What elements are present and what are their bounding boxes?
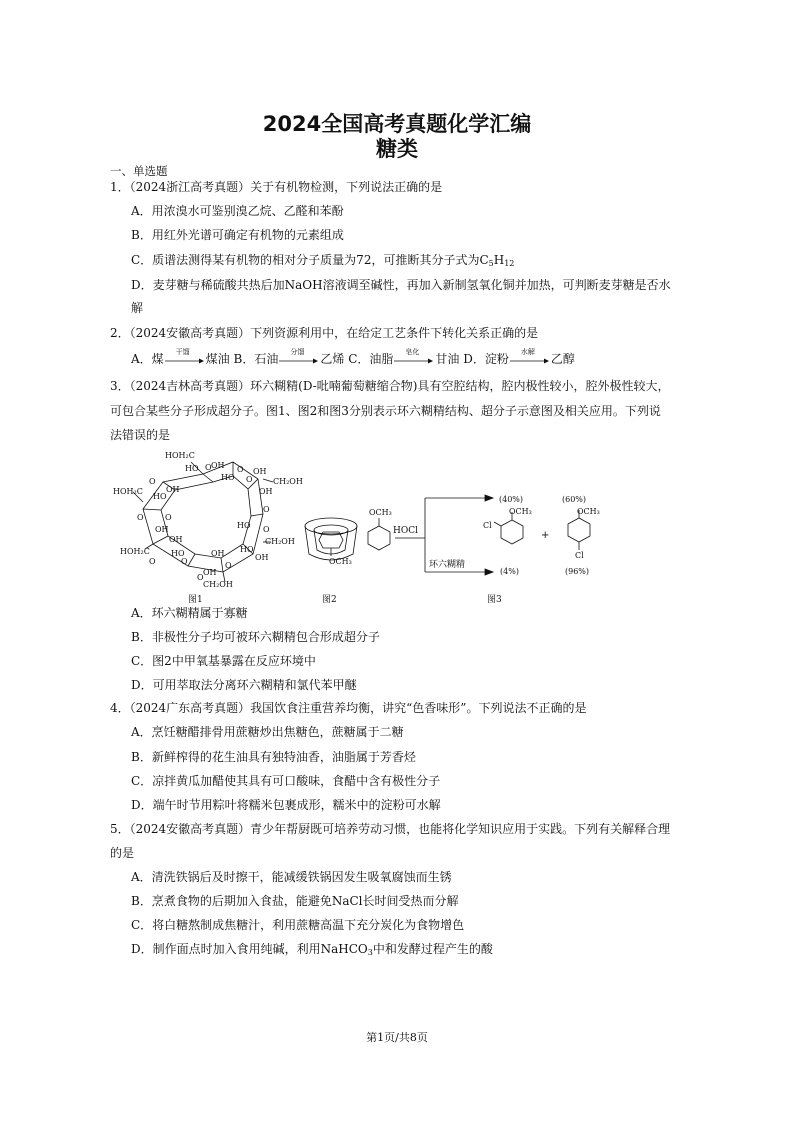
svg-text:HOH₂C: HOH₂C (120, 547, 150, 556)
figure-3-caption: 图3 (487, 595, 502, 604)
question-1-option-c (131, 252, 514, 272)
question-5-option-d (131, 941, 493, 961)
question-1-stem: 1．（2024浙江高考真题）关于有机物检测，下列说法正确的是 (110, 180, 443, 194)
formula-c5h12: $C_5H_{12}$ (479, 253, 515, 268)
svg-text:HOCl: HOCl (393, 526, 418, 536)
svg-text:环六糊精: 环六糊精 (429, 560, 466, 570)
q2-option-b-label: B．石油 (233, 352, 279, 366)
svg-text:OCH₃: OCH₃ (509, 507, 532, 516)
svg-text:HO: HO (185, 464, 199, 473)
question-3-stem-cont: 可包合某些分子形成超分子。图1、图2和图3分别表示环六糊精结构、超分子示意图及相关应用。下列说 (110, 404, 661, 418)
svg-text:O: O (237, 465, 244, 474)
svg-text:O: O (137, 513, 144, 522)
svg-text:OCH₃: OCH₃ (577, 507, 600, 516)
svg-text:O: O (149, 477, 156, 486)
svg-text:(4%): (4%) (500, 567, 519, 576)
question-5-stem-cont: 的是 (110, 846, 135, 860)
svg-text:HO: HO (240, 545, 254, 554)
svg-text:O: O (205, 463, 212, 472)
question-1-option-b: B．用红外光谱可确定有机物的元素组成 (131, 228, 344, 242)
question-2-options-line (131, 347, 575, 367)
question-4-option-d: D．端午时节用粽叶将糯米包裹成形，糯米中的淀粉可水解 (131, 798, 441, 812)
svg-text:OH: OH (211, 549, 225, 558)
svg-text:(96%): (96%) (565, 567, 590, 576)
svg-text:(40%): (40%) (499, 495, 524, 504)
figure-1-labels (113, 451, 303, 589)
q2-option-b-product: 乙烯 (320, 352, 345, 366)
q2-option-a-label: A．煤 (131, 352, 164, 366)
svg-text:O: O (149, 557, 156, 566)
svg-text:(60%): (60%) (562, 495, 587, 504)
svg-text:CH₂OH: CH₂OH (273, 477, 303, 486)
svg-text:CH₂OH: CH₂OH (265, 537, 295, 546)
question-4-option-c: C．凉拌黄瓜加醋使其具有可口酸味，食醋中含有极性分子 (131, 774, 441, 788)
svg-text:OH: OH (255, 553, 269, 562)
reaction-arrow: 干馏 (164, 354, 206, 366)
question-3-option-d: D．可用萃取法分离环六糊精和氯代苯甲醚 (131, 678, 357, 692)
svg-text:HOH₂C: HOH₂C (113, 487, 143, 496)
question-3-option-c: C．图2中甲氧基暴露在反应环境中 (131, 654, 316, 668)
question-5-option-c: C．将白糖熬制成焦糖汁，利用蔗糖高温下充分炭化为食物增色 (131, 918, 465, 932)
question-4-option-b: B．新鲜榨得的花生油具有独特油香，油脂属于芳香烃 (131, 750, 416, 764)
q2-option-a-product: 煤油 (205, 352, 230, 366)
option-d-text: D．制作面点时加入食用纯碱，利用NaHCO (131, 942, 368, 956)
figure-2-caption: 图2 (322, 595, 337, 604)
question-2-stem: 2．（2024安徽高考真题）下列资源利用中，在给定工艺条件下转化关系正确的是 (110, 326, 539, 340)
svg-text:+: + (541, 530, 550, 541)
figure-1-caption: 图1 (188, 595, 203, 604)
svg-text:HO: HO (237, 521, 251, 530)
question-4-option-a: A．烹饪糖醋排骨用蔗糖炒出焦糖色，蔗糖属于二糖 (131, 725, 404, 739)
option-c-text: C．质谱法测得某有机物的相对分子质量为72，可推断其分子式为 (131, 253, 480, 267)
reaction-arrow: 分馏 (278, 354, 320, 366)
q2-option-d-label: D．淀粉 (463, 352, 509, 366)
question-5-option-a: A．清洗铁锅后及时擦干，能减缓铁锅因发生吸氧腐蚀而生锈 (131, 870, 452, 884)
question-3-option-a: A．环六糊精属于寡糖 (131, 606, 248, 620)
svg-text:HO: HO (221, 473, 235, 482)
question-3-option-b: B．非极性分子均可被环六糊精包合形成超分子 (131, 630, 380, 644)
svg-text:O: O (225, 561, 232, 570)
question-1-option-d-cont: 解 (131, 301, 144, 315)
svg-text:OCH₃: OCH₃ (369, 508, 392, 517)
svg-text:Cl: Cl (575, 551, 584, 560)
svg-text:Cl: Cl (483, 521, 492, 530)
section-heading: 一、单选题 (110, 164, 168, 178)
question-3-figures (113, 444, 723, 604)
svg-text:OH: OH (259, 487, 273, 496)
svg-text:O: O (263, 525, 270, 534)
page-footer: 第1页/共8页 (366, 1031, 428, 1044)
svg-text:HO: HO (153, 492, 167, 501)
svg-text:HO: HO (171, 549, 185, 558)
option-d-subscript: 3 (367, 948, 373, 957)
figure-2-supramolecule (305, 518, 357, 560)
q2-option-c-product: 甘油 (435, 352, 460, 366)
reaction-arrow: 皂化 (393, 354, 435, 366)
question-5-option-b: B．烹煮食物的后期加入食盐，能避免NaCl长时间受热而分解 (131, 894, 459, 908)
question-3-stem-end: 法错误的是 (110, 428, 171, 442)
svg-text:O: O (246, 475, 253, 484)
question-5-stem: 5．（2024安徽高考真题）青少年帮厨既可培养劳动习惯，也能将化学知识应用于实践。下列有关解释合理 (110, 822, 671, 836)
document-subtitle: 糖类 (376, 137, 418, 161)
svg-text:O: O (165, 513, 172, 522)
svg-text:CH₂OH: CH₂OH (203, 580, 233, 589)
svg-text:HOH₂C: HOH₂C (165, 451, 195, 460)
svg-text:O: O (181, 557, 188, 566)
svg-text:OH: OH (253, 467, 267, 476)
question-1-option-a: A．用浓溴水可鉴别溴乙烷、乙醛和苯酚 (131, 204, 344, 218)
q2-option-d-product: 乙醇 (550, 352, 575, 366)
reaction-arrow: 水解 (509, 354, 551, 366)
question-1-option-d: D．麦芽糖与稀硫酸共热后加NaOH溶液调至碱性，再加入新制氢氧化铜并加热，可判断麦芽糖是否水 (131, 278, 671, 292)
svg-text:OH: OH (203, 568, 217, 577)
svg-text:O: O (197, 573, 204, 582)
svg-text:OH: OH (169, 535, 183, 544)
document-title: 2024全国高考真题化学汇编 (262, 112, 532, 136)
svg-text:OCH₃: OCH₃ (329, 557, 352, 566)
svg-text:OH: OH (166, 485, 180, 494)
question-4-stem: 4．（2024广东高考真题）我国饮食注重营养均衡，讲究“色香味形”。下列说法不正确的是 (110, 701, 587, 715)
option-d-text-rest: 中和发酵过程产生的酸 (372, 942, 493, 956)
svg-text:O: O (263, 505, 270, 514)
q2-option-c-label: C．油脂 (348, 352, 394, 366)
question-3-stem: 3．（2024吉林高考真题）环六糊精(D-吡喃葡萄糖缩合物)具有空腔结构，腔内极性较小，腔外极性较大， (110, 379, 670, 393)
svg-text:OH: OH (211, 461, 225, 470)
svg-text:OH: OH (155, 525, 169, 534)
